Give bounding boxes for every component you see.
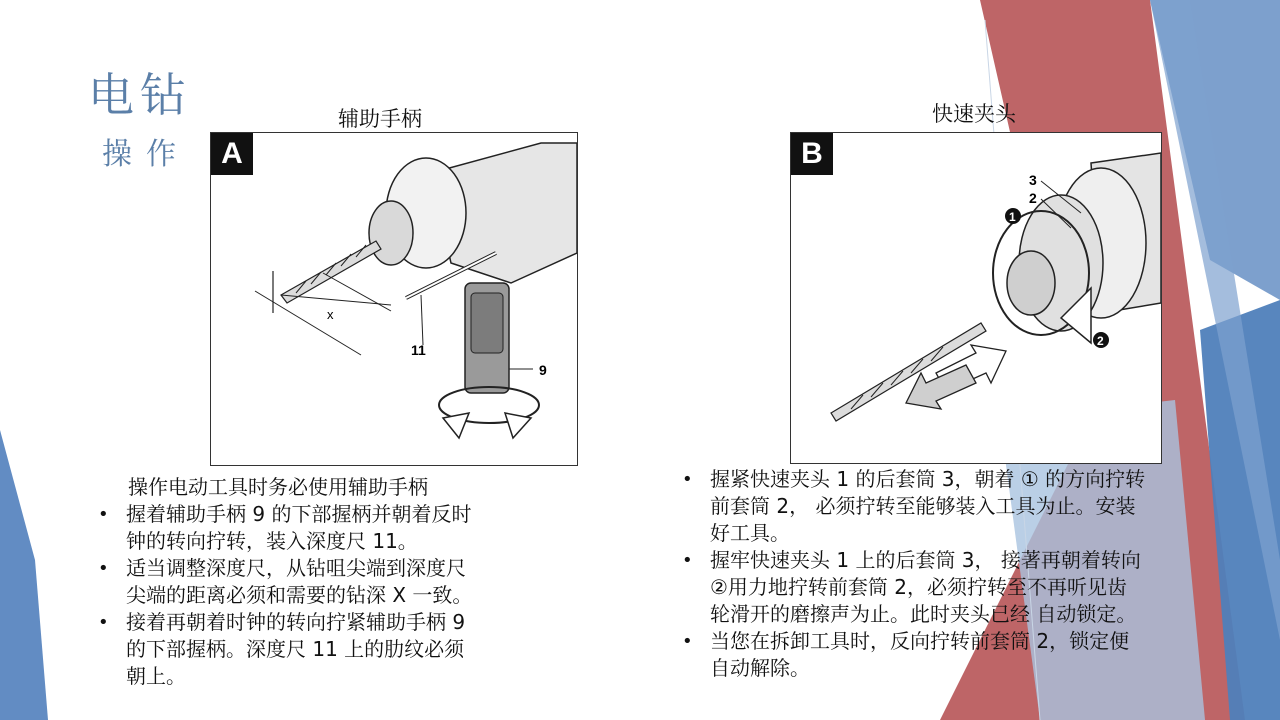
figure-b-drawing — [791, 133, 1161, 463]
left-blue-shape — [0, 430, 48, 720]
left-bullet-1 — [96, 501, 566, 555]
figure-b-badge: B — [791, 133, 833, 175]
right-bullet-2-line-2: ②用力地拧转前套筒 2，必须拧转至不再听见齿 — [710, 575, 1128, 599]
label-part-11: 11 — [411, 342, 426, 358]
right-text-block — [680, 466, 1240, 682]
right-bullet-1-line-3: 好工具。 — [710, 521, 790, 545]
left-bullet-3-line-3: 朝上。 — [126, 664, 186, 688]
right-bullet-2-line-1: • 握牢快速夹头 1 上的后套筒 3， 接著再朝着转向 — [710, 548, 1141, 572]
right-bullet-3-line-1: • 当您在拆卸工具时，反向拧转前套筒 2，锁定便 — [710, 629, 1130, 653]
figure-a-drawing — [211, 133, 577, 465]
left-bullet-2-line-2: 尖端的距离必须和需要的钻深 X 一致。 — [126, 583, 473, 607]
left-bullet-2 — [96, 555, 566, 609]
right-bullet-2-line-3: 轮滑开的磨擦声为止。此时夹头已经 自动锁定。 — [710, 602, 1137, 626]
left-intro-text: 操作电动工具时务必使用辅助手柄 — [128, 475, 428, 499]
label-step-1: 1 — [1009, 210, 1016, 224]
right-bullet-3 — [680, 628, 1240, 682]
left-intro — [96, 474, 566, 501]
page-title: 电钻 — [88, 68, 192, 122]
left-bullet-1-line-2: 钟的转向拧转，装入深度尺 11。 — [126, 529, 418, 553]
label-part-9: 9 — [539, 362, 547, 378]
page-subtitle: 操作 — [102, 137, 190, 172]
label-step-2: 2 — [1097, 334, 1104, 348]
figure-a-caption: 辅助手柄 — [338, 107, 422, 131]
label-x: x — [327, 307, 334, 322]
left-text-block — [96, 474, 566, 690]
right-bullet-1 — [680, 466, 1240, 547]
left-bullet-3-line-2: 的下部握柄。深度尺 11 上的肋纹必须 — [126, 637, 465, 661]
left-bullet-2-line-1: • 适当调整深度尺，从钻咀尖端到深度尺 — [126, 556, 466, 580]
figure-a-badge: A — [211, 133, 253, 175]
left-bullet-3 — [96, 609, 566, 690]
label-part-3: 3 — [1029, 172, 1037, 188]
right-bullet-1-line-2: 前套筒 2， 必须拧转至能够装入工具为止。安装 — [710, 494, 1136, 518]
right-bullet-3-line-2: 自动解除。 — [710, 656, 810, 680]
right-bullet-list — [680, 466, 1240, 682]
figure-b-caption: 快速夹头 — [932, 102, 1016, 126]
figure-b-quick-chuck — [790, 132, 1162, 464]
right-bullet-2 — [680, 547, 1240, 628]
left-bullet-list — [96, 501, 566, 690]
right-bullet-1-line-1: • 握紧快速夹头 1 的后套筒 3，朝着 ① 的方向拧转 — [710, 467, 1146, 491]
left-bullet-3-line-1: • 接着再朝着时钟的转向拧紧辅助手柄 9 — [126, 610, 466, 634]
label-part-2: 2 — [1029, 190, 1037, 206]
left-bullet-1-line-1: • 握着辅助手柄 9 的下部握柄并朝着反时 — [126, 502, 472, 526]
figure-a-auxiliary-handle — [210, 132, 578, 466]
